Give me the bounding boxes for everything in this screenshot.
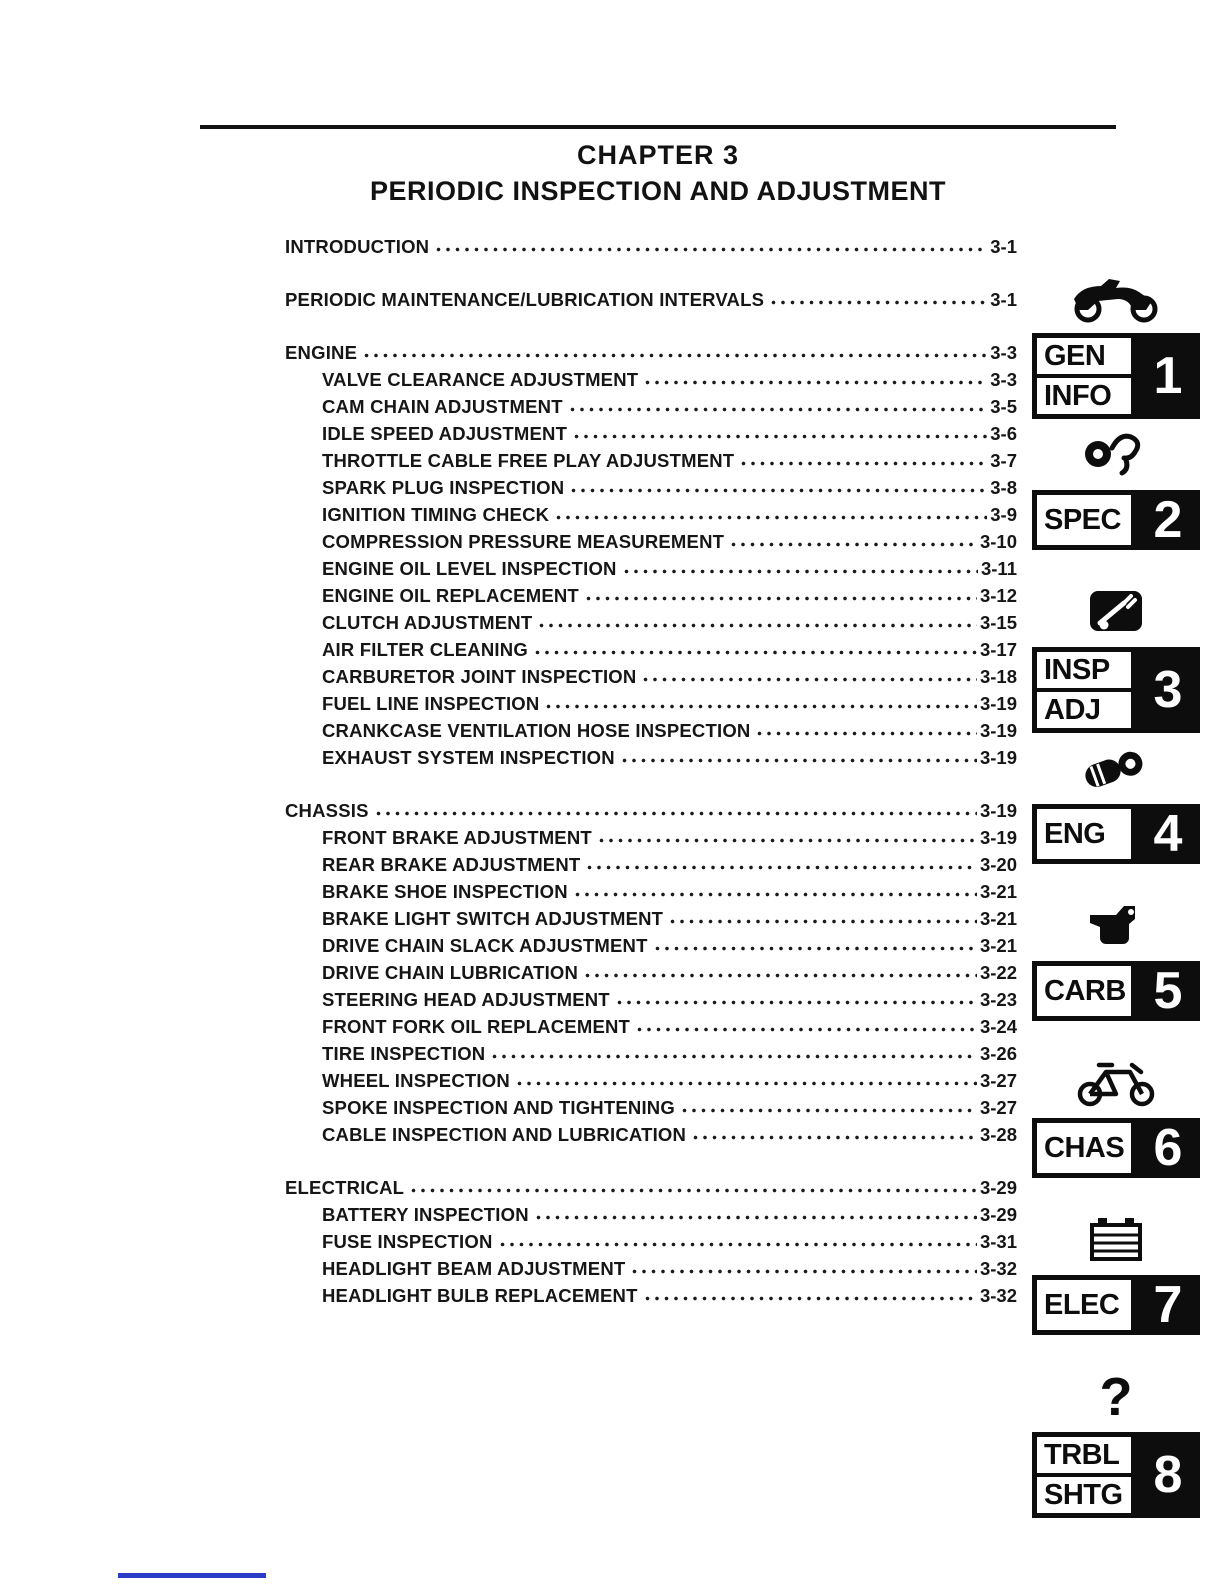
toc-leader-dots (643, 677, 977, 682)
toc-entry (285, 1254, 1017, 1281)
toc-leader-dots (570, 407, 988, 412)
toc-entry-page: 3-7 (990, 450, 1017, 471)
toc-entry (285, 716, 1017, 743)
toc-leader-dots (599, 838, 977, 843)
tool-kit-icon (1032, 582, 1200, 640)
toc-entry-label: ENGINE OIL LEVEL INSPECTION (322, 558, 617, 579)
toc-leader-dots (411, 1188, 977, 1193)
toc-entry-page: 3-26 (979, 1043, 1017, 1064)
toc-entry-page: 3-23 (979, 989, 1017, 1010)
chapter-tab-8 (1032, 1367, 1200, 1524)
toc-entry-page: 3-19 (979, 693, 1017, 714)
toc-entry (285, 1093, 1017, 1120)
footer-mark (118, 1573, 266, 1578)
toc-entry (285, 904, 1017, 931)
toc-entry-page: 3-32 (979, 1285, 1017, 1306)
toc-entry (285, 419, 1017, 446)
toc-entry-page: 3-28 (979, 1124, 1017, 1145)
toc-entry (285, 473, 1017, 500)
toc-entry-page: 3-12 (979, 585, 1017, 606)
toc-entry-page: 3-10 (979, 531, 1017, 552)
toc-entry-label: REAR BRAKE ADJUSTMENT (322, 854, 581, 875)
toc-entry-label: CLUTCH ADJUSTMENT (322, 612, 533, 633)
toc-entry (285, 500, 1017, 527)
toc-section-entry-label: ENGINE (285, 342, 358, 363)
toc-section-entry-page: 3-1 (990, 289, 1017, 310)
tab-label-line: GEN (1044, 340, 1106, 372)
tab-label-row (1032, 1118, 1200, 1178)
toc-entry-page: 3-18 (979, 666, 1017, 687)
toc-leader-dots (517, 1081, 977, 1086)
toc-leader-dots (624, 569, 978, 574)
toc-entry (285, 689, 1017, 716)
toc-leader-dots (500, 1242, 977, 1247)
toc-section-entry-label: PERIODIC MAINTENANCE/LUBRICATION INTERVALS (285, 289, 765, 310)
toc-entry-page: 3-27 (979, 1070, 1017, 1091)
toc-entry-page: 3-19 (979, 720, 1017, 741)
svg-text:?: ? (1099, 1368, 1133, 1424)
toc-leader-dots (645, 380, 987, 385)
toc-entry-label: IDLE SPEED ADJUSTMENT (322, 423, 568, 444)
toc-entry-page: 3-19 (979, 747, 1017, 768)
toc-leader-dots (645, 1296, 977, 1301)
tab-label-line: CHAS (1044, 1132, 1125, 1164)
toc-leader-dots (670, 919, 977, 924)
toc-leader-dots (637, 1027, 977, 1032)
toc-entry-label: AIR FILTER CLEANING (322, 639, 528, 660)
toc-entry-label: BRAKE LIGHT SWITCH ADJUSTMENT (322, 908, 664, 929)
toc-entry-page: 3-5 (990, 396, 1017, 417)
tab-label-line: INSP (1044, 654, 1110, 686)
toc-leader-dots (574, 434, 987, 439)
toc-leader-dots (364, 353, 987, 358)
chapter-tab-5 (1032, 896, 1200, 1053)
toc-entry-page: 3-27 (979, 1097, 1017, 1118)
toc-entry-page: 3-3 (990, 369, 1017, 390)
tab-label-row (1032, 961, 1200, 1021)
toc-leader-dots (731, 542, 977, 547)
tab-label-line: ELEC (1044, 1289, 1120, 1321)
toc-entry (285, 985, 1017, 1012)
toc-entry-label: FRONT BRAKE ADJUSTMENT (322, 827, 592, 848)
toc-entry (285, 850, 1017, 877)
toc-entry-label: STEERING HEAD ADJUSTMENT (322, 989, 610, 1010)
toc-entry-label: CARBURETOR JOINT INSPECTION (322, 666, 637, 687)
toc-entry (285, 1039, 1017, 1066)
battery-icon (1032, 1210, 1200, 1268)
toc-entry (285, 554, 1017, 581)
tab-label-row (1032, 804, 1200, 864)
toc-entry-label: BATTERY INSPECTION (322, 1204, 529, 1225)
chapter-tabs (1032, 268, 1200, 1524)
toc-section-entry-page: 3-3 (990, 342, 1017, 363)
tab-label (1032, 490, 1136, 550)
toc-entry (285, 392, 1017, 419)
toc-entry-label: FUSE INSPECTION (322, 1231, 493, 1252)
toc-leader-dots (436, 247, 987, 252)
toc-leader-dots (376, 811, 977, 816)
toc-section-entry-label: CHASSIS (285, 800, 369, 821)
tab-label-row (1032, 647, 1200, 733)
toc-section-entry-page: 3-19 (979, 800, 1017, 821)
toc-entry-page: 3-11 (980, 558, 1017, 579)
toc-entry (285, 581, 1017, 608)
toc-leader-dots (535, 650, 977, 655)
tab-number: 7 (1136, 1275, 1200, 1335)
toc-entry-label: IGNITION TIMING CHECK (322, 504, 550, 525)
tab-label-line: SHTG (1037, 1473, 1131, 1513)
tab-label-line: TRBL (1044, 1439, 1120, 1471)
toc-section-entry-label: INTRODUCTION (285, 236, 430, 257)
toc-leader-dots (632, 1269, 977, 1274)
toc-entry-page: 3-9 (990, 504, 1017, 525)
tab-label (1032, 333, 1136, 419)
header-rule (200, 125, 1116, 129)
toc-entry-page: 3-22 (979, 962, 1017, 983)
toc-entry-page: 3-29 (979, 1204, 1017, 1225)
toc-leader-dots (741, 461, 987, 466)
timing-light-icon (1032, 425, 1200, 483)
toc-entry-label: WHEEL INSPECTION (322, 1070, 510, 1091)
toc-leader-dots (539, 623, 977, 628)
toc-entry-page: 3-15 (979, 612, 1017, 633)
toc-section-entry-page: 3-1 (990, 236, 1017, 257)
toc-leader-dots (586, 596, 977, 601)
chapter-tab-2 (1032, 425, 1200, 582)
toc-entry-page: 3-17 (979, 639, 1017, 660)
toc-leader-dots (571, 488, 987, 493)
tab-number: 6 (1136, 1118, 1200, 1178)
toc-entry-label: VALVE CLEARANCE ADJUSTMENT (322, 369, 639, 390)
question-mark-icon (1032, 1367, 1200, 1425)
toc-entry (285, 662, 1017, 689)
toc-leader-dots (622, 758, 977, 763)
toc-leader-dots (693, 1135, 977, 1140)
toc-entry (285, 823, 1017, 850)
toc-section-entry (285, 338, 1017, 365)
toc-leader-dots (556, 515, 987, 520)
tab-label (1032, 1432, 1136, 1518)
toc-entry-page: 3-31 (979, 1231, 1017, 1252)
toc-leader-dots (575, 892, 977, 897)
tab-label-row (1032, 490, 1200, 550)
toc (285, 232, 1017, 1308)
tab-label (1032, 1118, 1136, 1178)
toc-entry (285, 608, 1017, 635)
tab-label-row (1032, 1432, 1200, 1518)
chapter-number: CHAPTER 3 (576, 140, 740, 170)
toc-entry-label: BRAKE SHOE INSPECTION (322, 881, 568, 902)
toc-entry (285, 635, 1017, 662)
tab-label (1032, 647, 1136, 733)
tab-label (1032, 961, 1136, 1021)
toc-entry (285, 365, 1017, 392)
toc-entry-label: TIRE INSPECTION (322, 1043, 486, 1064)
toc-section-entry (285, 232, 1017, 259)
toc-entry (285, 1281, 1017, 1308)
carburetor-icon (1032, 896, 1200, 954)
toc-entry-page: 3-24 (979, 1016, 1017, 1037)
toc-entry (285, 958, 1017, 985)
chapter-tab-6 (1032, 1053, 1200, 1210)
tab-label (1032, 1275, 1136, 1335)
tab-number: 1 (1136, 333, 1200, 419)
piston-icon (1032, 739, 1200, 797)
toc-entry (285, 1227, 1017, 1254)
tab-number: 5 (1136, 961, 1200, 1021)
toc-entry-label: SPOKE INSPECTION AND TIGHTENING (322, 1097, 675, 1118)
chapter-tab-1 (1032, 268, 1200, 425)
toc-section-entry (285, 796, 1017, 823)
tab-label-line: ADJ (1037, 688, 1131, 728)
tab-number: 4 (1136, 804, 1200, 864)
chapter-tab-3 (1032, 582, 1200, 739)
tab-label-line: ENG (1044, 818, 1106, 850)
tab-number: 2 (1136, 490, 1200, 550)
toc-section-entry-label: ELECTRICAL (285, 1177, 405, 1198)
toc-entry (285, 527, 1017, 554)
toc-entry-label: FRONT FORK OIL REPLACEMENT (322, 1016, 631, 1037)
toc-entry-label: THROTTLE CABLE FREE PLAY ADJUSTMENT (322, 450, 735, 471)
toc-entry (285, 1120, 1017, 1147)
toc-entry-label: DRIVE CHAIN SLACK ADJUSTMENT (322, 935, 648, 956)
toc-leader-dots (771, 300, 987, 305)
toc-entry-label: FUEL LINE INSPECTION (322, 693, 540, 714)
toc-entry-label: ENGINE OIL REPLACEMENT (322, 585, 579, 606)
tab-label-row (1032, 1275, 1200, 1335)
toc-section-entry (285, 1173, 1017, 1200)
toc-entry (285, 743, 1017, 770)
toc-entry (285, 931, 1017, 958)
tab-number: 8 (1136, 1432, 1200, 1518)
toc-entry (285, 1200, 1017, 1227)
toc-entry-label: DRIVE CHAIN LUBRICATION (322, 962, 579, 983)
toc-entry-page: 3-8 (990, 477, 1017, 498)
toc-entry-page: 3-21 (979, 935, 1017, 956)
toc-entry (285, 1012, 1017, 1039)
toc-leader-dots (655, 946, 977, 951)
toc-leader-dots (492, 1054, 977, 1059)
toc-entry-label: HEADLIGHT BEAM ADJUSTMENT (322, 1258, 626, 1279)
toc-entry-label: HEADLIGHT BULB REPLACEMENT (322, 1285, 638, 1306)
chapter-tab-7 (1032, 1210, 1200, 1367)
toc-entry (285, 877, 1017, 904)
chapter-title: PERIODIC INSPECTION AND ADJUSTMENT (369, 176, 947, 206)
toc-entry-label: CAM CHAIN ADJUSTMENT (322, 396, 563, 417)
toc-entry (285, 1066, 1017, 1093)
toc-entry-label: SPARK PLUG INSPECTION (322, 477, 565, 498)
toc-entry-label: EXHAUST SYSTEM INSPECTION (322, 747, 615, 768)
toc-entry-label: COMPRESSION PRESSURE MEASUREMENT (322, 531, 725, 552)
tab-number: 3 (1136, 647, 1200, 733)
toc-leader-dots (617, 1000, 977, 1005)
toc-entry-label: CRANKCASE VENTILATION HOSE INSPECTION (322, 720, 751, 741)
chapter-tab-4 (1032, 739, 1200, 896)
toc-section-entry-page: 3-29 (979, 1177, 1017, 1198)
chassis-icon (1032, 1053, 1200, 1111)
tab-label-line: SPEC (1044, 504, 1121, 536)
toc-entry-page: 3-19 (979, 827, 1017, 848)
toc-leader-dots (536, 1215, 977, 1220)
toc-leader-dots (587, 865, 977, 870)
toc-section-entry (285, 285, 1017, 312)
toc-entry-page: 3-6 (990, 423, 1017, 444)
toc-entry-page: 3-32 (979, 1258, 1017, 1279)
tab-label-row (1032, 333, 1200, 419)
motorcycle-icon (1032, 268, 1200, 326)
toc-entry-page: 3-21 (979, 881, 1017, 902)
toc-leader-dots (546, 704, 977, 709)
toc-leader-dots (757, 731, 976, 736)
tab-label-line: INFO (1037, 374, 1131, 414)
toc-entry-page: 3-21 (979, 908, 1017, 929)
tab-label-line: CARB (1044, 975, 1126, 1007)
toc-entry-page: 3-20 (979, 854, 1017, 875)
toc-leader-dots (682, 1108, 977, 1113)
toc-entry-label: CABLE INSPECTION AND LUBRICATION (322, 1124, 687, 1145)
toc-entry (285, 446, 1017, 473)
toc-leader-dots (585, 973, 977, 978)
tab-label (1032, 804, 1136, 864)
